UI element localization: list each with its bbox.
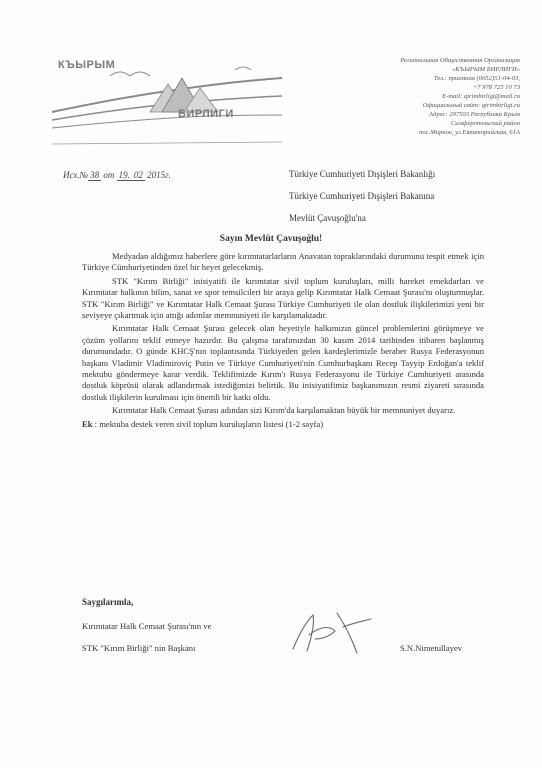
letter-body bbox=[82, 251, 484, 432]
reference-year: 2015г. bbox=[147, 170, 171, 180]
body-paragraph: Kırımtatar Halk Cemaat Şurası gelecek olan heyetiyle halkımızın güncel problemlerini görüşmeye ve çözüm yollarını teklif etmeye hazırdır. Bu çalışma tarafımızdan 30 kasım 2014 tarihinden itibaren başlanmış durumundadır. O günde KHCŞ'nın toplantısında Türkiyeden gelen kardeşlerimizle beraber Rusya Federasyonun başkanı Vladimir Vladimiroviç Putin ve Türkiye Cumhuriyeti'nin Cumhurbaşkanı Recep Tayyip Erdoğan'a teklif mektubu göndermeye karar verdik. Teklifimizde Kırım'ı Rusya Federasyonu ile Türkiye Cumhuriyeti arasında dostluk köprüsü olarak adlandırmak istediğimizi belirtik. Bu inisiyatifimiz başkanımızın resmi ziyareti sırasında dostluk ilişkilerin kurulması için önemli bir katkı oldu. bbox=[82, 323, 484, 402]
addressee-line: Mevlüt Çavuşoğlu'na bbox=[289, 213, 366, 223]
reference-day: 19. bbox=[118, 170, 130, 180]
reference-prefix: Исх.№ bbox=[63, 170, 89, 180]
contact-line: Адрес: 297503 Республика Крым bbox=[428, 111, 520, 118]
signatory-title-line2: STK "Kırım Birliği" nin Başkanı bbox=[82, 643, 196, 653]
signatory-title-line1: Kırımtatar Halk Cemaat Şurası'nın ve bbox=[82, 621, 212, 631]
logo-text-top: КЪЫРЫМ bbox=[58, 59, 116, 71]
body-paragraph: STK "Kırım Birliği" inisiyatifi ile kırımtatar sivil toplum kuruluşları, milli hareket emekdarları ve Kırımtatar halkının bilim, sanat ve spor temsilcileri bir araya gelip Kırımtatar Halk Cemaat Şurası'nı oluşturmuşlar. STK "Kırım Birliği" ve Kırımtatar Halk Cemaat Şurası Türkiye Cumhuriyeti ile olan dostluk ilişkilerimizi yeni bir seviyeye çıkartmak için attığı adımlar memnuniyeti ile karşılamaktadır. bbox=[82, 275, 484, 321]
reference-from: от bbox=[103, 170, 115, 180]
attachment-label: Ek bbox=[82, 418, 93, 429]
addressee-block bbox=[289, 169, 435, 235]
salutation: Sayın Mevlüt Çavuşoğlu! bbox=[219, 234, 323, 244]
reference-month: 02 bbox=[133, 170, 143, 180]
contact-line: «КЪЫРЫМ БИРЛИГИ» bbox=[451, 66, 520, 73]
contact-line: Региональная Общественная Организация bbox=[400, 57, 520, 64]
attachment-text: : mektuba destek veren sivil toplum kuruluşların listesi (1-2 sayfa) bbox=[94, 418, 324, 429]
handwritten-signature bbox=[285, 605, 375, 660]
contact-block bbox=[300, 56, 520, 137]
addressee-line: Türkiye Cumhuriyeti Dışişleri Bakanına bbox=[289, 191, 435, 201]
body-paragraph: Medyadan aldığımız haberlere göre kırımtatarlarların Anavatan topraklarındaki durumunu tespit etmek için Türkiye Cümhuriyetinden özel bir heyet gelecekmiş. bbox=[82, 251, 484, 273]
contact-line: Симферопольский район bbox=[450, 120, 520, 127]
closing: Saygılarımla, bbox=[82, 597, 134, 607]
contact-line: пос.Мирное, ул.Евпаторийская, 61А bbox=[419, 129, 520, 136]
attachment-note bbox=[82, 419, 484, 430]
contact-line: E-mail: qirimbirligi@mail.ru bbox=[442, 93, 520, 100]
contact-line: Официальный сайт: qirimbirligi.ru bbox=[422, 102, 520, 109]
reference-line bbox=[63, 170, 171, 180]
logo-text-bottom: БИРЛИГИ bbox=[178, 108, 234, 120]
contact-line: +7 978 725 10 73 bbox=[472, 84, 520, 91]
signatory-name: S.N.Nimetullayev bbox=[400, 643, 463, 653]
contact-line: Тел.: приемная (0652)51-04-03, bbox=[433, 75, 520, 82]
reference-number: 38 bbox=[90, 170, 100, 180]
addressee-line: Türkiye Cumhuriyeti Dışişleri Bakanlığı bbox=[289, 169, 436, 179]
body-paragraph: Kırımtatar Halk Cemaat Şurası adından sizi Kırım'da karşılamaktan büyük bir memnuniyet duyarız. bbox=[112, 405, 456, 416]
